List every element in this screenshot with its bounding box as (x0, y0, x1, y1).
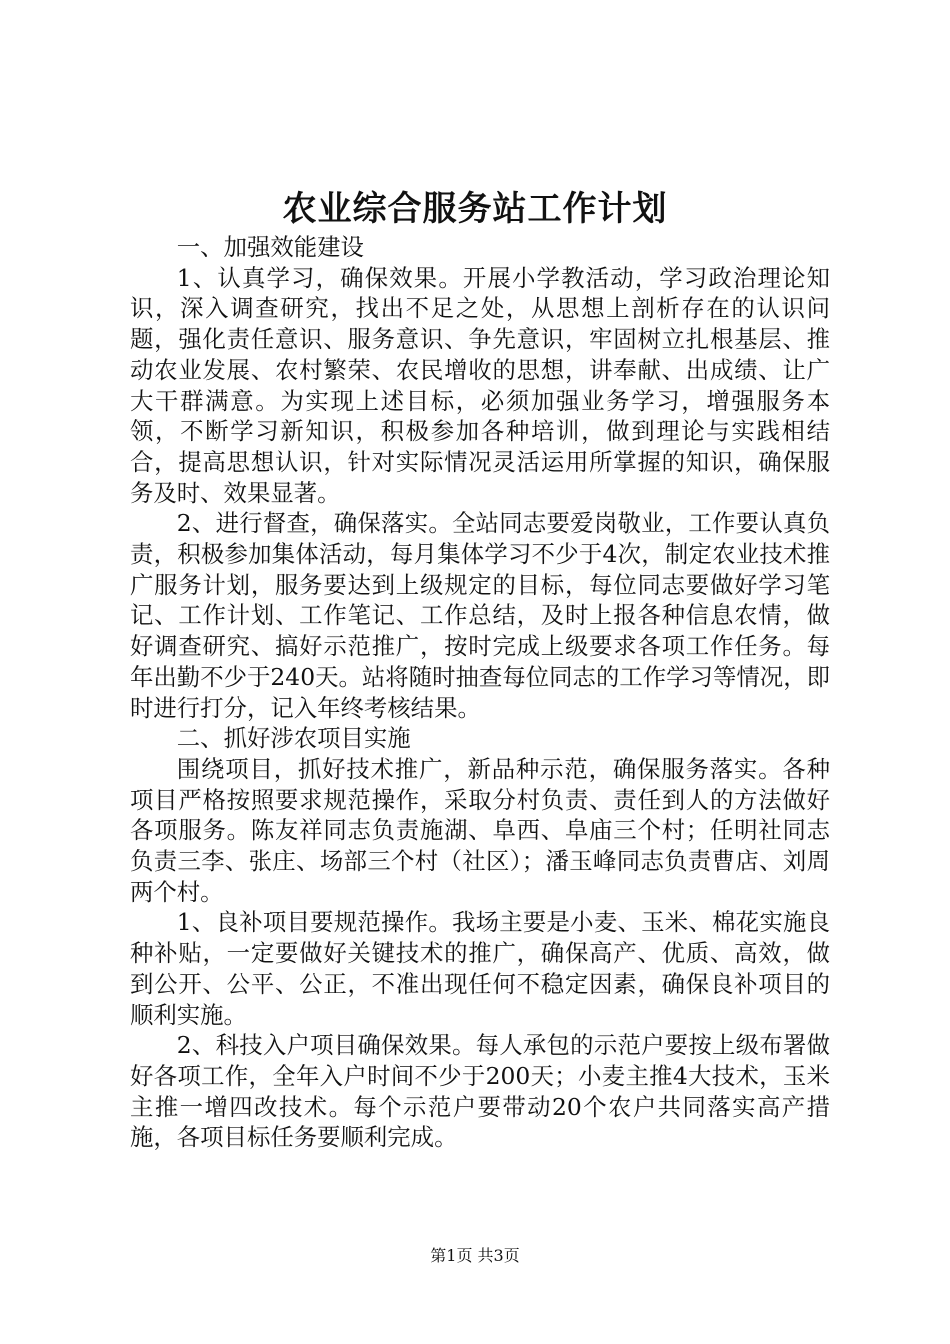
paragraph-study: 1、认真学习，确保效果。开展小学教活动，学习政治理论知识，深入调查研究，找出不足之处，从思想上剖析存在的认识问题，强化责任意识、服务意识、争先意识，牢固树立扎根基层、推动农业发展、农村繁荣、农民增收的思想，讲奉献、出成绩、让广大干群满意。为实现上述目标，必须加强业务学习，增强服务本领，不断学习新知识，积极参加各种培训，做到理论与实践相结合，提高思想认识，针对实际情况灵活运用所掌握的知识，确保服务及时、效果显著。 (130, 263, 830, 507)
page-number-footer: 第1页 共3页 (430, 1246, 520, 1265)
paragraph-seed-subsidy: 1、良补项目要规范操作。我场主要是小麦、玉米、棉花实施良种补贴，一定要做好关键技术的推广，确保高产、优质、高效，做到公开、公平、公正，不准出现任何不稳定因素，确保良补项目的顺利实施。 (130, 908, 830, 1029)
section-heading-projects: 二、抓好涉农项目实施 (176, 724, 411, 753)
paragraph-project-assignment: 围绕项目，抓好技术推广，新品种示范，确保服务落实。各种项目严格按照要求规范操作，采取分村负责、责任到人的方法做好各项服务。陈友祥同志负责施湖、阜西、阜庙三个村；任明社同志负责三李、张庄、场部三个村（社区）；潘玉峰同志负责曹店、刘周两个村。 (130, 754, 830, 906)
document-body (130, 232, 830, 1153)
paragraph-supervision: 2、进行督查，确保落实。全站同志要爱岗敬业，工作要认真负责，积极参加集体活动，每月集体学习不少于4次，制定农业技术推广服务计划，服务要达到上级规定的目标，每位同志要做好学习笔记、工作计划、工作笔记、工作总结，及时上报各种信息农情，做好调查研究、搞好示范推广，按时完成上级要求各项工作任务。每年出勤不少于240天。站将随时抽查每位同志的工作学习等情况，即时进行打分，记入年终考核结果。 (130, 509, 830, 722)
section-heading-efficiency: 一、加强效能建设 (176, 233, 364, 261)
document-title: 农业综合服务站工作计划 (282, 189, 668, 229)
paragraph-tech-household: 2、科技入户项目确保效果。每人承包的示范户要按上级布署做好各项工作，全年入户时间不少于200天；小麦主推4大技术，玉米主推一增四改技术。每个示范户要带动20个农户共同落实高产措施，各项目标任务要顺利完成。 (130, 1031, 830, 1152)
